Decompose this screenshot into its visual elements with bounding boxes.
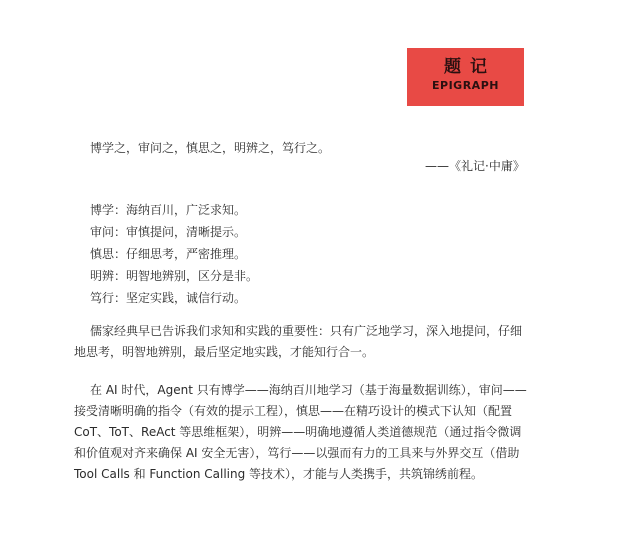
gloss-line: 审问：审慎提问，清晰提示。 <box>90 225 247 239</box>
paragraph-line: 接受清晰明确的指令（有效的提示工程），慎思——在精巧设计的模式下认知（配置 <box>74 404 513 418</box>
paragraph-line: 儒家经典早已告诉我们求知和实践的重要性：只有广泛地学习，深入地提问，仔细 <box>90 324 523 338</box>
epigraph-source: ——《礼记·中庸》 <box>425 159 525 173</box>
paragraph-line: Tool Calls 和 Function Calling 等技术），才能与人类携手，共筑锦绣前程。 <box>74 467 484 481</box>
gloss-line: 明辨：明智地辨别，区分是非。 <box>90 269 259 283</box>
badge-title: 题记 <box>444 57 496 77</box>
paragraph-line: 地思考，明智地辨别，最后坚定地实践，才能知行合一。 <box>74 345 375 359</box>
gloss-line: 慎思：仔细思考，严密推理。 <box>90 247 247 261</box>
epigraph-badge <box>407 48 524 106</box>
badge-subtitle: EPIGRAPH <box>432 79 499 92</box>
paragraph-line: CoT、ToT、ReAct 等思维框架），明辨——明确地遵循人类道德规范（通过指令微调 <box>74 425 522 439</box>
paragraph-line: 在 AI 时代，Agent 只有博学——海纳百川地学习（基于海量数据训练），审问—— <box>90 383 527 397</box>
gloss-line: 博学：海纳百川，广泛求知。 <box>90 203 247 217</box>
gloss-line: 笃行：坚定实践，诚信行动。 <box>90 291 247 305</box>
epigraph-quote: 博学之，审问之，慎思之，明辨之，笃行之。 <box>90 141 331 155</box>
paragraph-1 <box>74 321 560 363</box>
paragraph-2 <box>74 380 560 485</box>
paragraph-line: 和价值观对齐来确保 AI 安全无害），笃行——以强而有力的工具来与外界交互（借助 <box>74 446 520 460</box>
